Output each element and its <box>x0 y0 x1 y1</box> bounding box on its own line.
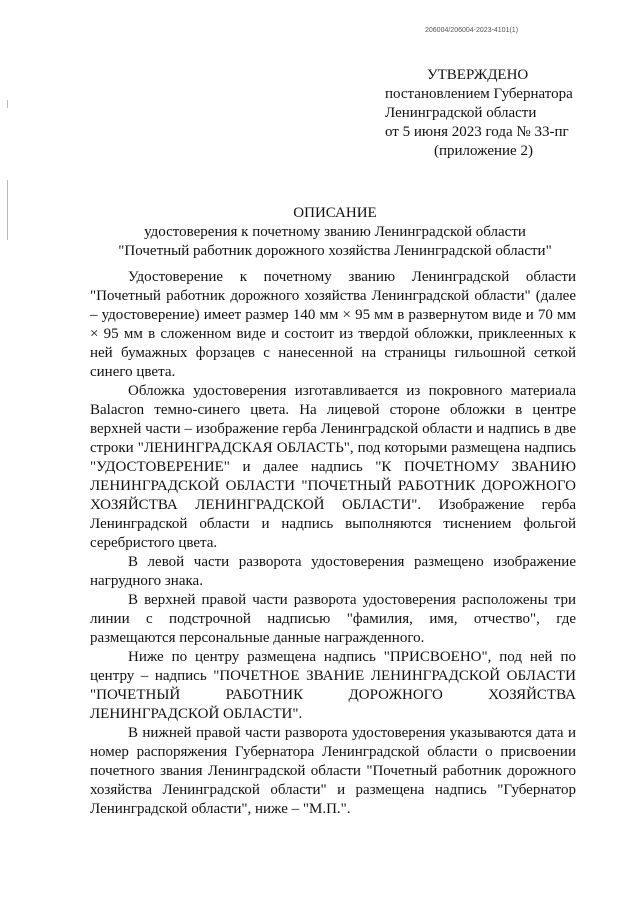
heading-title: ОПИСАНИЕ <box>293 205 377 221</box>
paragraph: Обложка удостоверения изготавливается из покровного материала Balacron темно-синего цвета. На лицевой стороне обложки в центре верхней части – изображение герба Ленинградской области и надпись в две строки "ЛЕНИНГРАДСКАЯ ОБЛАСТЬ", под которыми размещена надпись "УДОСТОВЕРЕНИЕ" и далее надпись "К ПОЧЕТНОМУ ЗВАНИЮ ЛЕНИНГРАДСКОЙ ОБЛАСТИ "ПОЧЕТНЫЙ РАБОТНИК ДОРОЖНОГО ХОЗЯЙСТВА ЛЕНИНГРАДСКОЙ ОБЛАСТИ". Изображение герба Ленинградской области и надпись выполняются тиснением фольгой серебристого цвета. <box>90 383 576 551</box>
paragraph: В левой части разворота удостоверения размещено изображение нагрудного знака. <box>90 554 576 589</box>
approval-line: Ленинградской области <box>385 105 537 121</box>
paragraph: Ниже по центру размещена надпись "ПРИСВОЕНО", под ней по центру – надпись "ПОЧЕТНОЕ ЗВАНИЕ ЛЕНИНГРАДСКОЙ ОБЛАСТИ "ПОЧЕТНЫЙ РАБОТНИК ДОРОЖНОГО ХОЗЯЙСТВА ЛЕНИНГРАДСКОЙ ОБЛАСТИ". <box>90 649 576 722</box>
approval-line: от 5 июня 2023 года № 33-пг <box>385 124 569 140</box>
paragraph: В верхней правой части разворота удостоверения расположены три линии с подстрочной надписью "фамилия, имя, отчество", где размещаются персональные данные награжденного. <box>90 592 576 646</box>
approval-stamp <box>385 66 573 161</box>
heading-line: удостоверения к почетному званию Ленинградской области <box>144 224 526 240</box>
paragraph: В нижней правой части разворота удостоверения указываются дата и номер распоряжения Губернатора Ленинградской области о присвоении почетного звания Ленинградской области "Почетный работник дорожного хозяйства Ленинградской области" и размещена надпись "Губернатор Ленинградской области", ниже – "М.П.". <box>90 725 576 817</box>
document-id: 206004/206004-2023-4101(1) <box>425 27 519 34</box>
scan-margin-mark <box>7 180 8 240</box>
document-heading <box>90 204 580 261</box>
approval-appendix: (приложение 2) <box>434 143 533 159</box>
paragraph: Удостоверение к почетному званию Ленинградской области "Почетный работник дорожного хозяйства Ленинградской области" (далее – удостоверение) имеет размер 140 мм × 95 мм в развернутом виде и 70 мм × 95 мм в сложенном виде и состоит из твердой обложки, приклеенных к ней бумажных форзацев с нанесенной на страницы гильошной сеткой синего цвета. <box>90 269 576 380</box>
scan-margin-mark <box>7 100 8 108</box>
document-body <box>90 268 576 819</box>
heading-line: "Почетный работник дорожного хозяйства Ленинградской области" <box>118 243 552 259</box>
approval-line: постановлением Губернатора <box>385 86 573 102</box>
approval-title: УТВЕРЖДЕНО <box>427 67 529 83</box>
